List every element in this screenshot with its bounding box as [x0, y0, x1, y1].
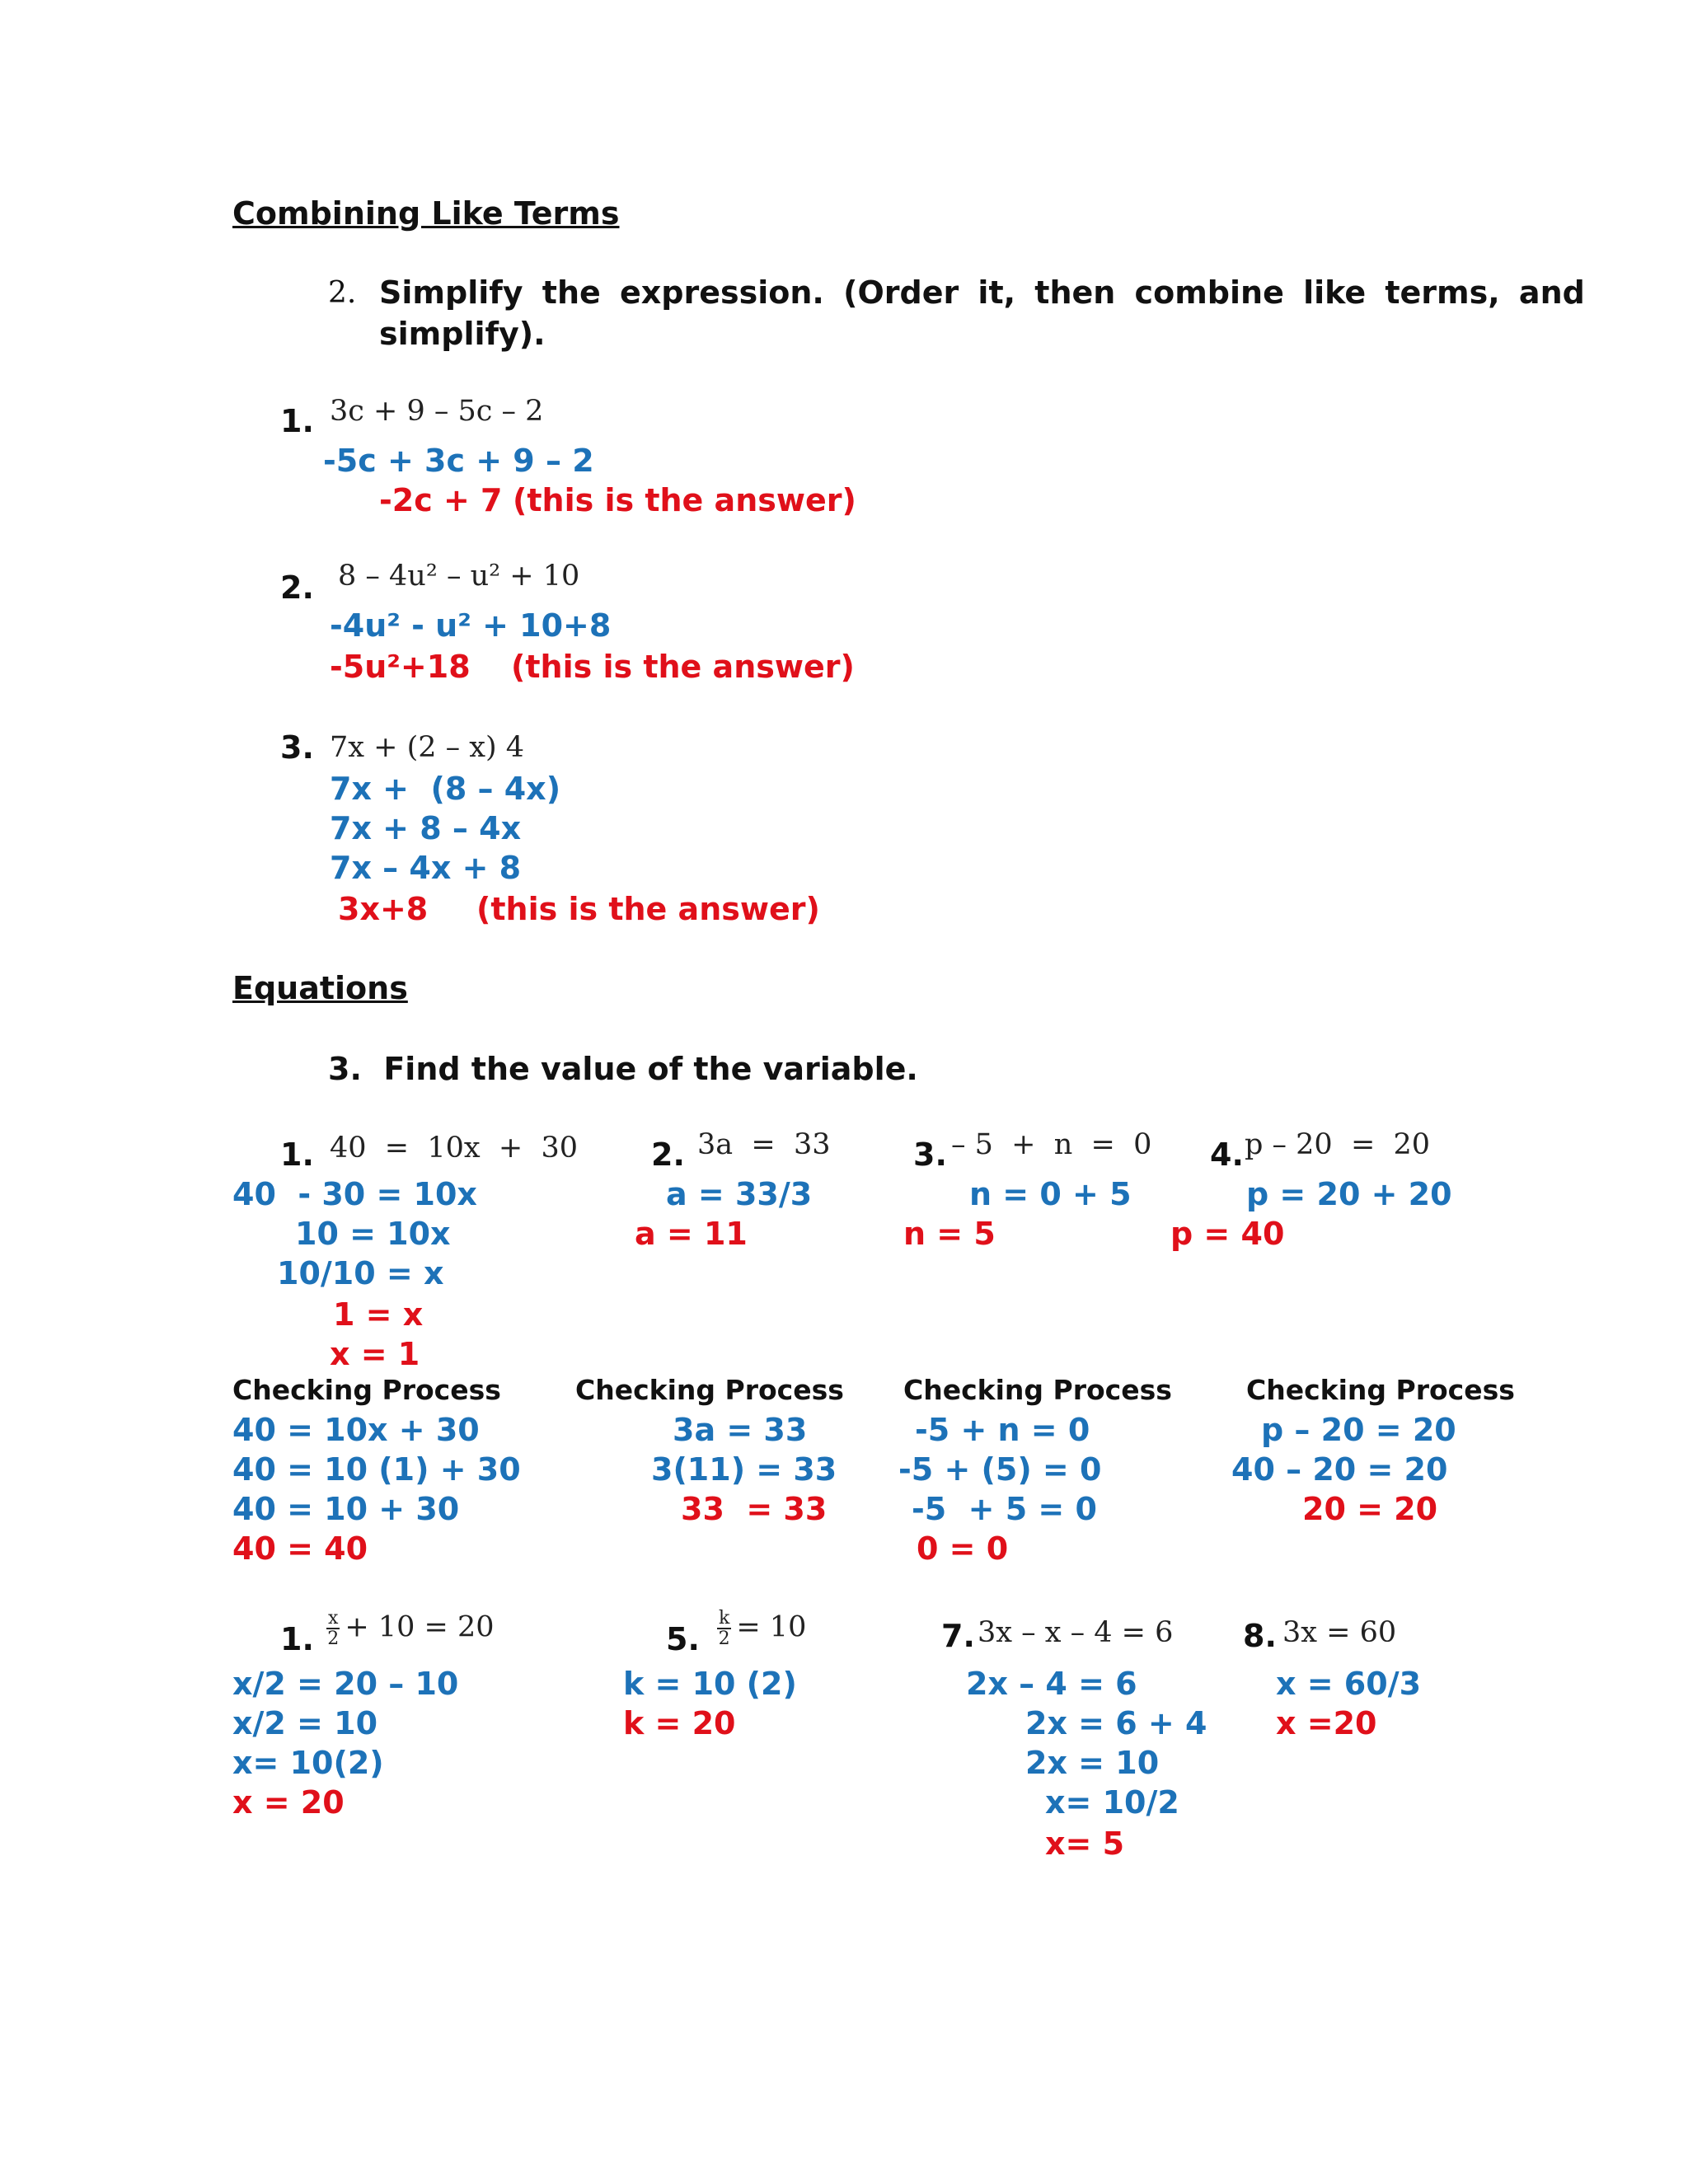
equation-expression: – 5 + n = 0: [951, 1128, 1152, 1161]
problem-expression: 3c + 9 – 5c – 2: [330, 395, 544, 428]
answer-note: (this is the answer): [476, 891, 820, 927]
equation-expression: $\frac{k}{2}$ = 10: [718, 1608, 807, 1650]
problem-label: 3.: [913, 1137, 947, 1173]
check-step: p – 20 = 20: [1261, 1412, 1456, 1448]
problem-label: 2.: [651, 1137, 685, 1173]
check-step: -5 + (5) = 0: [898, 1451, 1102, 1488]
work-step: -5c + 3c + 9 – 2: [323, 443, 594, 479]
check-step: 3a = 33: [673, 1412, 808, 1448]
checking-process-label: Checking Process: [232, 1374, 501, 1406]
fraction: $\frac{x}{2}$: [327, 1608, 340, 1650]
check-result: 20 = 20: [1302, 1491, 1438, 1527]
work-step: 7x + (8 – 4x): [330, 771, 561, 807]
fraction: $\frac{k}{2}$: [718, 1608, 730, 1650]
problem-label: 1.: [280, 1137, 314, 1173]
work-step: 2x – 4 = 6: [966, 1666, 1137, 1702]
work-step: 10 = 10x: [295, 1216, 451, 1252]
equation-expression: 3x = 60: [1282, 1616, 1397, 1649]
problem-expression: 7x + (2 – x) 4: [330, 731, 525, 764]
answer: p = 40: [1170, 1216, 1285, 1252]
check-result: 0 = 0: [917, 1530, 1009, 1567]
answer: a = 11: [635, 1216, 748, 1252]
check-step: 40 – 20 = 20: [1231, 1451, 1448, 1488]
problem-label: 5.: [666, 1621, 700, 1657]
check-step: 3(11) = 33: [651, 1451, 837, 1488]
work-step: x= 10(2): [232, 1745, 384, 1781]
check-step: 40 = 10 + 30: [232, 1491, 460, 1527]
answer: 1 = x: [333, 1296, 424, 1333]
problem-label: 4.: [1210, 1137, 1244, 1173]
work-step: k = 10 (2): [623, 1666, 797, 1702]
instruction-line-2: simplify).: [379, 316, 546, 352]
work-step: a = 33/3: [666, 1176, 813, 1212]
answer: k = 20: [623, 1705, 736, 1741]
answer: x = 1: [330, 1336, 420, 1372]
equation-expression: 40 = 10x + 30: [330, 1132, 579, 1165]
check-result: 33 = 33: [681, 1491, 828, 1527]
answer: -5u²+18: [330, 649, 471, 685]
equation-expression: $\frac{x}{2}$ + 10 = 20: [327, 1608, 495, 1650]
check-step: -5 + 5 = 0: [912, 1491, 1097, 1527]
answer-note: (this is the answer): [511, 649, 855, 685]
problem-label: 1.: [280, 403, 314, 439]
check-step: 40 = 10 (1) + 30: [232, 1451, 521, 1488]
checking-process-label: Checking Process: [575, 1374, 844, 1406]
answer: x = 20: [232, 1784, 345, 1821]
work-step: n = 0 + 5: [969, 1176, 1132, 1212]
problem-expression: 8 – 4u² – u² + 10: [338, 560, 580, 593]
answer: -2c + 7: [379, 482, 503, 518]
work-step: 7x – 4x + 8: [330, 850, 522, 886]
work-step: 7x + 8 – 4x: [330, 810, 522, 846]
problem-label: 8.: [1243, 1618, 1277, 1654]
work-step: 40 - 30 = 10x: [232, 1176, 477, 1212]
section-heading-combining-like-terms: Combining Like Terms: [232, 195, 620, 232]
problem-label: 7.: [941, 1618, 975, 1654]
checking-process-label: Checking Process: [1246, 1374, 1515, 1406]
problem-label: 2.: [280, 569, 314, 606]
section-heading-equations: Equations: [232, 970, 408, 1006]
check-step: -5 + n = 0: [915, 1412, 1090, 1448]
instruction-number: 2.: [328, 276, 357, 310]
answer: x= 5: [1045, 1825, 1125, 1862]
answer: x =20: [1276, 1705, 1377, 1741]
instruction-line-1: Simplify the expression. (Order it, then combine like terms, and: [379, 274, 1585, 311]
equation-expression: 3x – x – 4 = 6: [978, 1616, 1174, 1649]
answer: n = 5: [903, 1216, 996, 1252]
work-step: x/2 = 10: [232, 1705, 378, 1741]
work-step: 2x = 10: [1025, 1745, 1160, 1781]
instruction: 3. Find the value of the variable.: [328, 1051, 918, 1087]
work-step: x = 60/3: [1276, 1666, 1422, 1702]
work-step: x= 10/2: [1045, 1784, 1179, 1821]
problem-label: 1.: [280, 1621, 314, 1657]
work-step: 2x = 6 + 4: [1025, 1705, 1207, 1741]
work-step: 10/10 = x: [277, 1255, 444, 1291]
answer-note: (this is the answer): [513, 482, 856, 518]
work-step: x/2 = 20 – 10: [232, 1666, 459, 1702]
answer: 3x+8: [338, 891, 429, 927]
check-result: 40 = 40: [232, 1530, 368, 1567]
equation-expression: p – 20 = 20: [1245, 1128, 1431, 1161]
work-step: p = 20 + 20: [1246, 1176, 1452, 1212]
work-step: -4u² - u² + 10+8: [330, 607, 612, 644]
checking-process-label: Checking Process: [903, 1374, 1172, 1406]
problem-label: 3.: [280, 729, 314, 766]
equation-expression: 3a = 33: [697, 1128, 831, 1161]
check-step: 40 = 10x + 30: [232, 1412, 480, 1448]
